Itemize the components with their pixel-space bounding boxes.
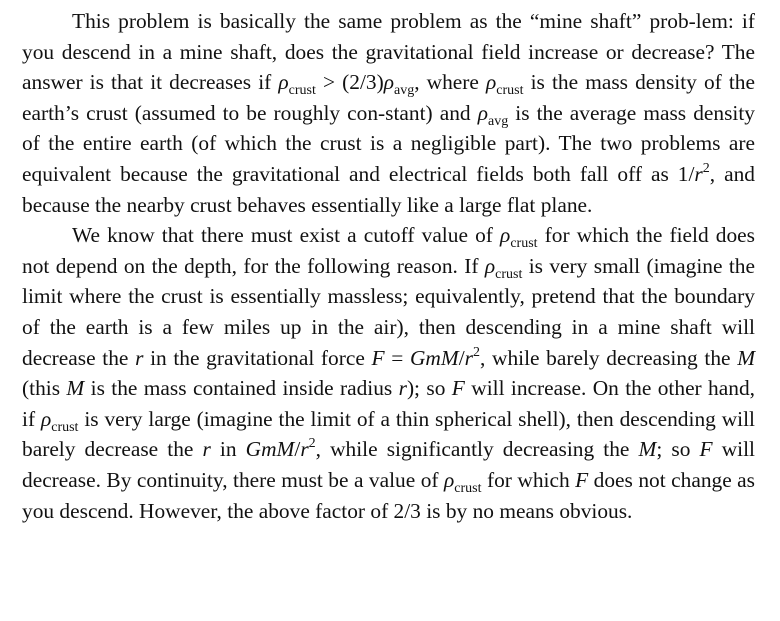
text-run: is the average mass density of the entire earth (of which the crust is a negligible part). The two problems are equivalent because the gravitational and electrical fields both fall off as: [22, 100, 755, 186]
math-subscript: crust: [288, 83, 316, 99]
math-roman: /: [294, 437, 301, 462]
math-variable: r: [202, 437, 211, 462]
math-variable: GmM: [409, 345, 459, 370]
paragraph-mine-shaft: [22, 6, 755, 220]
math-variable: GmM: [245, 437, 295, 462]
math-subscript: crust: [495, 266, 523, 282]
math-symbol: [465, 346, 480, 370]
math-superscript: 2: [308, 436, 316, 452]
text-run: , where: [414, 70, 487, 95]
math-variable: M: [638, 437, 657, 462]
math-roman: /: [458, 345, 465, 370]
text-run: in the gravitational force: [143, 345, 372, 370]
math-symbol: [694, 162, 709, 186]
math-symbol: [40, 406, 79, 435]
text-run: , while barely decreasing the: [479, 345, 738, 370]
text-run: >: [315, 70, 343, 95]
text-run: ); so: [406, 376, 452, 401]
math-symbol: [66, 376, 84, 400]
math-variable: ρ: [444, 467, 455, 492]
math-variable: r: [398, 376, 407, 401]
math-symbol: [300, 437, 315, 461]
math-variable: r: [300, 437, 309, 462]
text-run: is very large (imagine the limit of a thin spherical shell), then descending will barely decrease the: [22, 406, 755, 462]
math-symbol: [477, 100, 509, 129]
text-run: ; so: [656, 437, 700, 462]
math-variable: F: [371, 345, 385, 370]
math-variable: ρ: [500, 223, 511, 248]
math-subscript: crust: [496, 83, 524, 99]
math-symbol: [486, 70, 524, 99]
math-variable: ρ: [484, 253, 496, 278]
math-variable: M: [737, 345, 756, 370]
math-symbol: [383, 70, 415, 99]
document-body: [22, 6, 755, 526]
text-run: will increase. On the other hand, if: [22, 376, 755, 431]
math-subscript: crust: [51, 419, 79, 435]
math-variable: r: [135, 345, 144, 370]
math-symbol: [202, 437, 210, 461]
math-variable: ρ: [383, 70, 394, 95]
math-variable: M: [66, 376, 85, 401]
math-symbol: [484, 253, 523, 282]
math-variable: F: [575, 467, 589, 492]
math-symbol: [410, 346, 459, 370]
math-variable: r: [694, 161, 703, 186]
math-superscript: 2: [472, 344, 480, 360]
math-symbol: [372, 346, 385, 370]
math-subscript: avg: [394, 83, 415, 99]
text-run: is very small (imagine the limit where the crust is essentially massless; equivalently, pretend that the boundary of the earth is a few miles up in the air), then descending in a mine shaft will decrease the: [22, 253, 755, 370]
text-run: for which: [481, 467, 576, 492]
math-symbol: [737, 346, 755, 370]
math-subscript: crust: [510, 236, 538, 252]
text-run: in: [210, 437, 246, 462]
math-symbol: [500, 223, 538, 252]
math-variable: ρ: [486, 70, 497, 95]
math-symbol: [700, 437, 713, 461]
math-roman: (2/3): [342, 70, 384, 95]
math-symbol: [452, 376, 465, 400]
text-run: will decrease. By continuity, there must be a value of: [22, 437, 755, 492]
math-variable: F: [451, 376, 465, 401]
math-variable: ρ: [477, 100, 488, 125]
text-run: We know that there must exist a cutoff value of: [72, 223, 501, 248]
math-variable: ρ: [40, 406, 52, 431]
math-subscript: avg: [487, 113, 509, 129]
text-run: This problem is basically the same problem as the “mine shaft” prob-lem: if you descend in a mine shaft, does the gravitational field increase or decrease? The answer is that it decreases if: [22, 9, 755, 95]
math-symbol: [444, 467, 482, 496]
math-symbol: [399, 376, 407, 400]
math-variable: F: [699, 437, 713, 462]
math-variable: r: [464, 345, 473, 370]
math-symbol: [639, 437, 657, 461]
text-run: , and because the nearby crust behaves essentially like a large flat plane.: [22, 161, 755, 217]
paragraph-cutoff-value: [22, 220, 755, 526]
math-symbol: [246, 437, 295, 461]
text-run: is the mass density of the earth’s crust (assumed to be roughly con-stant) and: [22, 70, 755, 125]
text-run: does not change as you descend. However, the above factor of 2/3 is by no means obvious.: [22, 467, 755, 523]
text-run: (this: [22, 376, 67, 401]
math-roman: 1/: [677, 161, 695, 186]
math-symbol: [575, 468, 588, 492]
text-run: for which the field does not depend on the depth, for the following reason. If: [22, 223, 755, 278]
math-symbol: [278, 70, 316, 99]
math-superscript: 2: [702, 160, 710, 176]
text-run: is the mass contained inside radius: [84, 376, 399, 401]
text-run: =: [384, 345, 410, 370]
math-subscript: crust: [454, 480, 482, 496]
text-run: , while significantly decreasing the: [315, 437, 639, 462]
math-variable: ρ: [278, 70, 289, 95]
